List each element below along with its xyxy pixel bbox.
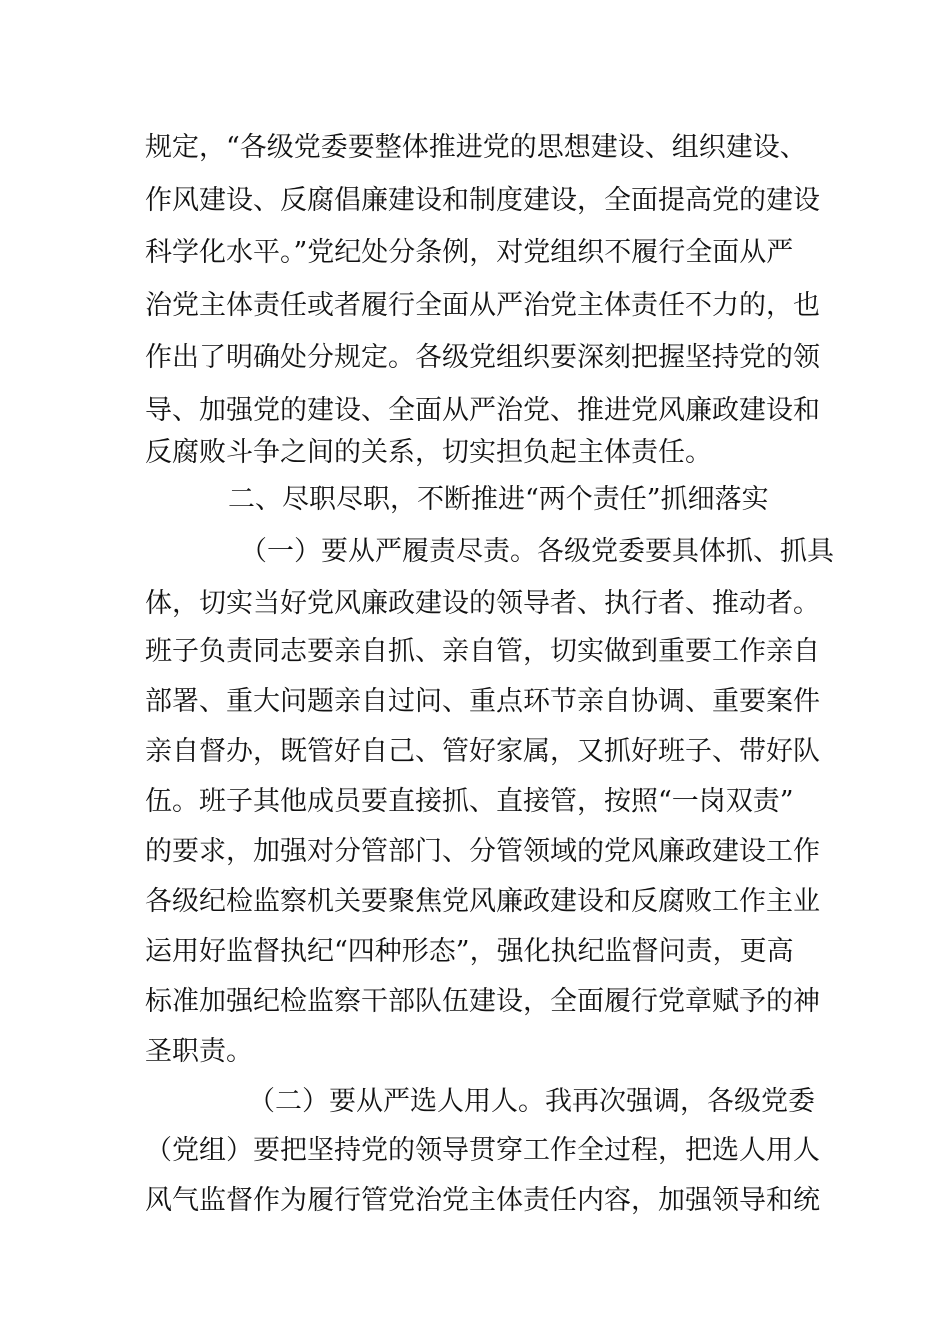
text-line: 班子负责同志要亲自抓、亲自管，切实做到重要工作亲自 xyxy=(145,636,820,667)
paragraph-start: （一）要从严履责尽责。各级党委要具体抓、抓具 xyxy=(240,536,834,567)
section-heading: 二、尽职尽职，不断推进“两个责任”抓细落实 xyxy=(228,484,769,515)
text-line: 的要求，加强对分管部门、分管领域的党风廉政建设工作 xyxy=(145,836,820,867)
text-line: 科学化水平。”党纪处分条例，对党组织不履行全面从严 xyxy=(145,237,794,268)
text-line: 治党主体责任或者履行全面从严治党主体责任不力的，也 xyxy=(145,290,820,321)
text-line: 导、加强党的建设、全面从严治党、推进党风廉政建设和 xyxy=(145,395,820,426)
text-line: 反腐败斗争之间的关系，切实担负起主体责任。 xyxy=(145,437,712,468)
text-line: 体，切实当好党风廉政建设的领导者、执行者、推动者。 xyxy=(145,588,820,619)
text-line: 各级纪检监察机关要聚焦党风廉政建设和反腐败工作主业 xyxy=(145,886,820,917)
text-line: 亲自督办，既管好自己、管好家属，又抓好班子、带好队 xyxy=(145,736,820,767)
paragraph-start: （二）要从严选人用人。我再次强调，各级党委 xyxy=(248,1086,815,1117)
text-line: 作风建设、反腐倡廉建设和制度建设，全面提高党的建设 xyxy=(145,185,820,216)
text-line: 部署、重大问题亲自过问、重点环节亲自协调、重要案件 xyxy=(145,686,820,717)
text-line: 规定，“各级党委要整体推进党的思想建设、组织建设、 xyxy=(145,132,807,163)
text-line: 标准加强纪检监察干部队伍建设，全面履行党章赋予的神 xyxy=(145,986,820,1017)
text-line: 作出了明确处分规定。各级党组织要深刻把握坚持党的领 xyxy=(145,342,820,373)
text-line: 风气监督作为履行管党治党主体责任内容，加强领导和统 xyxy=(145,1185,820,1216)
text-line: 圣职责。 xyxy=(145,1036,253,1067)
text-line: 运用好监督执纪“四种形态”，强化执纪监督问责，更高 xyxy=(145,936,794,967)
text-line: 伍。班子其他成员要直接抓、直接管，按照“一岗双责” xyxy=(145,786,794,817)
text-line: （党组）要把坚持党的领导贯穿工作全过程，把选人用人 xyxy=(145,1135,820,1166)
